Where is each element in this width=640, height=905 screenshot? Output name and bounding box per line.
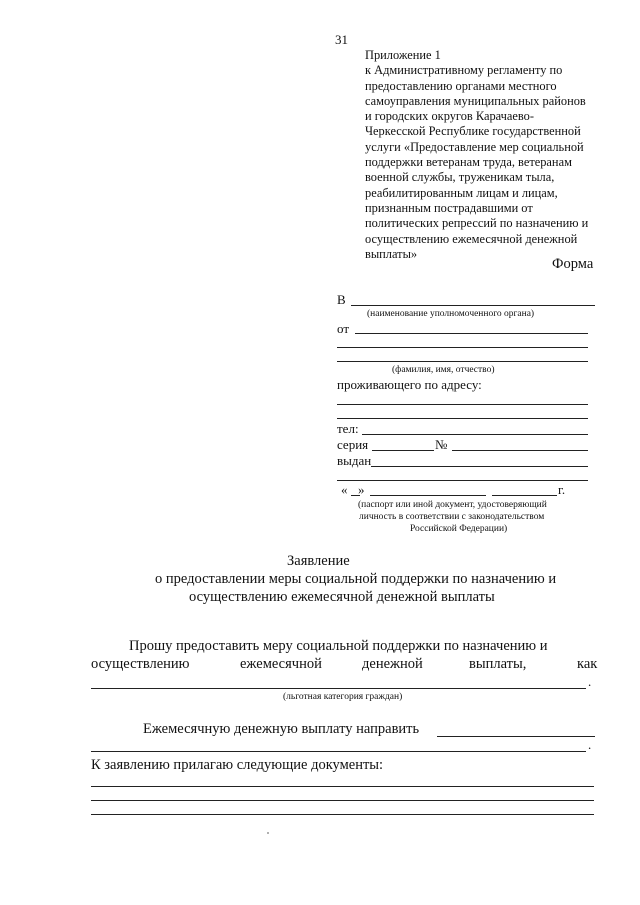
address-field-2[interactable] [337, 418, 588, 419]
series-label: серия [337, 437, 369, 452]
appendix-line: самоуправления муниципальных районов [365, 93, 586, 108]
passport-caption-2: личность в соответствии с законодательством [359, 512, 545, 522]
statement-subheading-2: осуществлению ежемесячной денежной выплаты [189, 589, 495, 605]
address-label: проживающего по адресу: [337, 377, 482, 392]
applicant-field-2[interactable] [337, 347, 588, 348]
page-number: 31 [335, 32, 348, 47]
appendix-line: к Административному регламенту по [365, 63, 563, 78]
statement-heading: Заявление [287, 553, 350, 569]
address-field-1[interactable] [337, 404, 588, 405]
phone-label: тел: [337, 421, 359, 436]
appendix-line: признанным пострадавшими от [365, 200, 533, 215]
appendix-line: и городских округов Карачаево- [365, 109, 534, 124]
category-caption: (льготная категория граждан) [283, 692, 403, 702]
request-word-2: ежемесячной [240, 656, 322, 672]
appendix-line: Приложение 1 [365, 48, 441, 62]
issued-field-2[interactable] [337, 480, 588, 481]
month-field[interactable] [370, 495, 486, 496]
from-prefix: от [337, 321, 350, 336]
issued-label: выдан [337, 453, 372, 468]
appendix-line: реабилитированным лицам и лицам, [365, 185, 558, 200]
fio-caption: (фамилия, имя, отчество) [392, 365, 495, 375]
category-end-dot: . [588, 674, 592, 689]
to-prefix: В [337, 292, 346, 307]
year-suffix: г. [558, 482, 566, 497]
request-word-4: выплаты, [469, 656, 527, 672]
number-field[interactable] [452, 450, 588, 451]
appendix-line: поддержки ветеранам труда, ветеранам [365, 155, 572, 170]
request-line-1: Прошу предоставить меру социальной поддержки по назначению и [129, 638, 548, 654]
payment-field-1[interactable] [437, 736, 595, 737]
documents-label: К заявлению прилагаю следующие документы: [91, 757, 384, 773]
authority-field[interactable] [351, 305, 595, 306]
appendix-line: Черкесской Республике государственной [365, 124, 581, 139]
appendix-line: политических репрессий по назначению и [365, 216, 589, 231]
documents-field-3[interactable] [91, 814, 594, 815]
payment-end-dot: . [588, 737, 592, 752]
appendix-block [365, 48, 615, 262]
issued-field-1[interactable] [371, 466, 588, 467]
appendix-line: выплаты» [365, 246, 418, 261]
series-field[interactable] [372, 450, 434, 451]
payment-label: Ежемесячную денежную выплату направить [143, 721, 420, 737]
passport-caption-1: (паспорт или иной документ, удостоверяющий [358, 500, 547, 510]
appendix-line: военной службы, труженикам тыла, [365, 170, 555, 185]
year-field[interactable] [492, 495, 557, 496]
request-word-5: как [577, 656, 598, 672]
authority-caption: (наименование уполномоченного органа) [367, 309, 535, 319]
category-field[interactable] [91, 688, 586, 689]
scan-speck [267, 832, 269, 834]
appendix-line: осуществлению ежемесячной денежной [365, 231, 578, 246]
appendix-line: услуги «Предоставление мер социальной [365, 139, 584, 154]
applicant-field-3[interactable] [337, 361, 588, 362]
passport-caption-3: Российской Федерации) [410, 524, 508, 534]
documents-field-2[interactable] [91, 800, 594, 801]
number-label: № [435, 437, 448, 452]
request-word-1: осуществлению [91, 656, 190, 672]
request-word-3: денежной [362, 656, 423, 672]
appendix-line: предоставлению органами местного [365, 78, 557, 93]
quote-open: « [341, 482, 348, 497]
form-label: Форма [552, 256, 594, 272]
quote-close: » [358, 482, 365, 497]
phone-field[interactable] [362, 434, 588, 435]
payment-field-2[interactable] [91, 751, 586, 752]
applicant-field-1[interactable] [355, 333, 588, 334]
documents-field-1[interactable] [91, 786, 594, 787]
statement-subheading-1: о предоставлении меры социальной поддержки по назначению и [155, 571, 557, 587]
